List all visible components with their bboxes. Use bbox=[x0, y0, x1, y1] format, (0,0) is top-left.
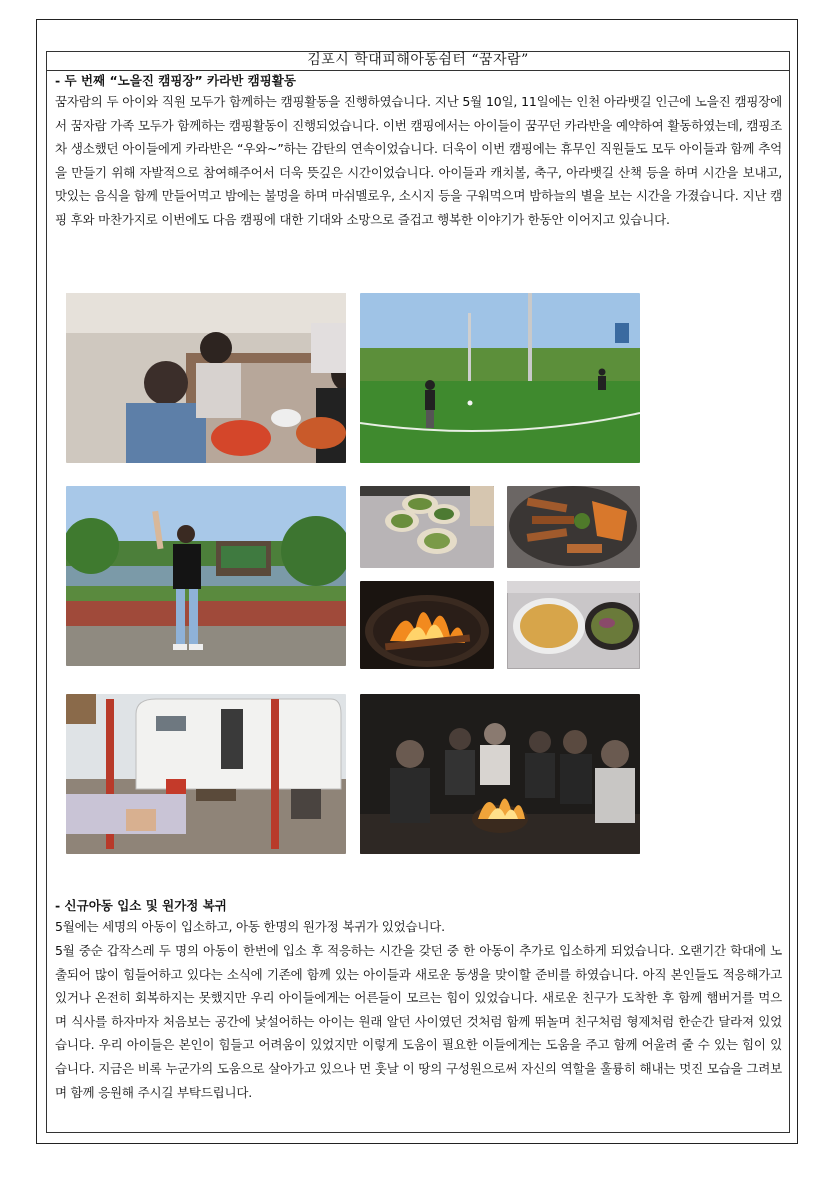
section-heading-admission: - 신규아동 입소 및 원가정 복귀 bbox=[55, 898, 227, 913]
section-heading-camping: - 두 번째 “노을진 캠핑장” 카라반 캠핑활동 bbox=[55, 73, 296, 88]
photo-caravan bbox=[66, 694, 346, 854]
document-title: 김포시 학대피해아동쉼터 “꿈자람” bbox=[46, 51, 790, 71]
photo-group-meal bbox=[66, 293, 346, 463]
photo-campfire bbox=[360, 581, 494, 669]
admission-paragraph-intro: 5월에는 세명의 아동이 입소하고, 아동 한명의 원가정 복귀가 있었습니다. bbox=[55, 919, 445, 934]
photo-pasta-dishes bbox=[507, 581, 640, 669]
photo-soccer-field bbox=[360, 293, 640, 463]
admission-paragraph-main: 5월 중순 갑작스레 두 명의 아동이 한번에 입소 후 적응하는 시간을 갖던 중 한 아동이 추가로 입소하게 되었습니다. 오랜기간 학대에 노출되어 많이 힘들어하고 있다는 소식에 기존에 함께 있는 아이들과 새로운 동생을 맞이할 준비를 하였습니다. 아직 본인들도 적응해가고 있거나 온전히 회복하지는 못했지만 우리 아이들에게는 어른들이 모르는 힘이 있었습니다. 새로운 친구가 도착한 후 함께 햄버거를 먹으며 식사를 하자마자 처음보는 공간에 낯설어하는 아이는 원래 알던 사이였던 것처럼 함께 뛰놀며 친구처럼 형제처럼 한순간 달라져 있었습니다. 우리 아이들은 본인이 힘들고 어려움이 있었지만 이렇게 도움이 필요한 이들에게는 도움을 주고 함께 어울려 줄 수 있는 힘이 있습니다. 지금은 비록 누군가의 도움으로 살아가고 있으나 먼 훗날 이 땅의 구성원으로써 자신의 역할을 훌륭히 해내는 멋진 모습을 그려보며 함께 응원해 주시길 부탁드립니다. bbox=[55, 943, 782, 1100]
camping-paragraph: 꿈자람의 두 아이와 직원 모두가 함께하는 캠핑활동을 진행하였습니다. 지난 5월 10일, 11일에는 인천 아라뱃길 인근에 노을진 캠핑장에서 꿈자람 가족 모두가 함께하는 캠핑활동이 진행되었습니다. 이번 캠핑에서는 아이들이 꿈꾸던 카라반을 예약하여 활동하였는데, 캠핑조차 생소했던 아이들에게 카라반은 “우와~”하는 감탄의 연속이었습니다. 더욱이 이번 캠핑에는 휴무인 직원들도 모두 아이들과 함께 추억을 만들기 위해 자발적으로 참여해주어서 더욱 뜻깊은 시간이었습니다. 아이들과 캐치볼, 축구, 아라뱃길 산책 등을 하며 시간을 보내고, 맛있는 음식을 함께 만들어먹고 밤에는 불멍을 하며 마쉬멜로우, 소시지 등을 구워먹으며 밤하늘의 별을 보는 시간을 가졌습니다. 지난 캠핑 후와 마찬가지로 이번에도 다음 캠핑에 대한 기대와 소망으로 즐겁고 행복한 이야기가 한동안 이어지고 있습니다. bbox=[55, 94, 782, 227]
photo-night-campfire bbox=[360, 694, 640, 854]
photo-food-plates bbox=[360, 486, 494, 568]
photo-waving-by-river bbox=[66, 486, 346, 666]
photo-grilled-meat bbox=[507, 486, 640, 568]
